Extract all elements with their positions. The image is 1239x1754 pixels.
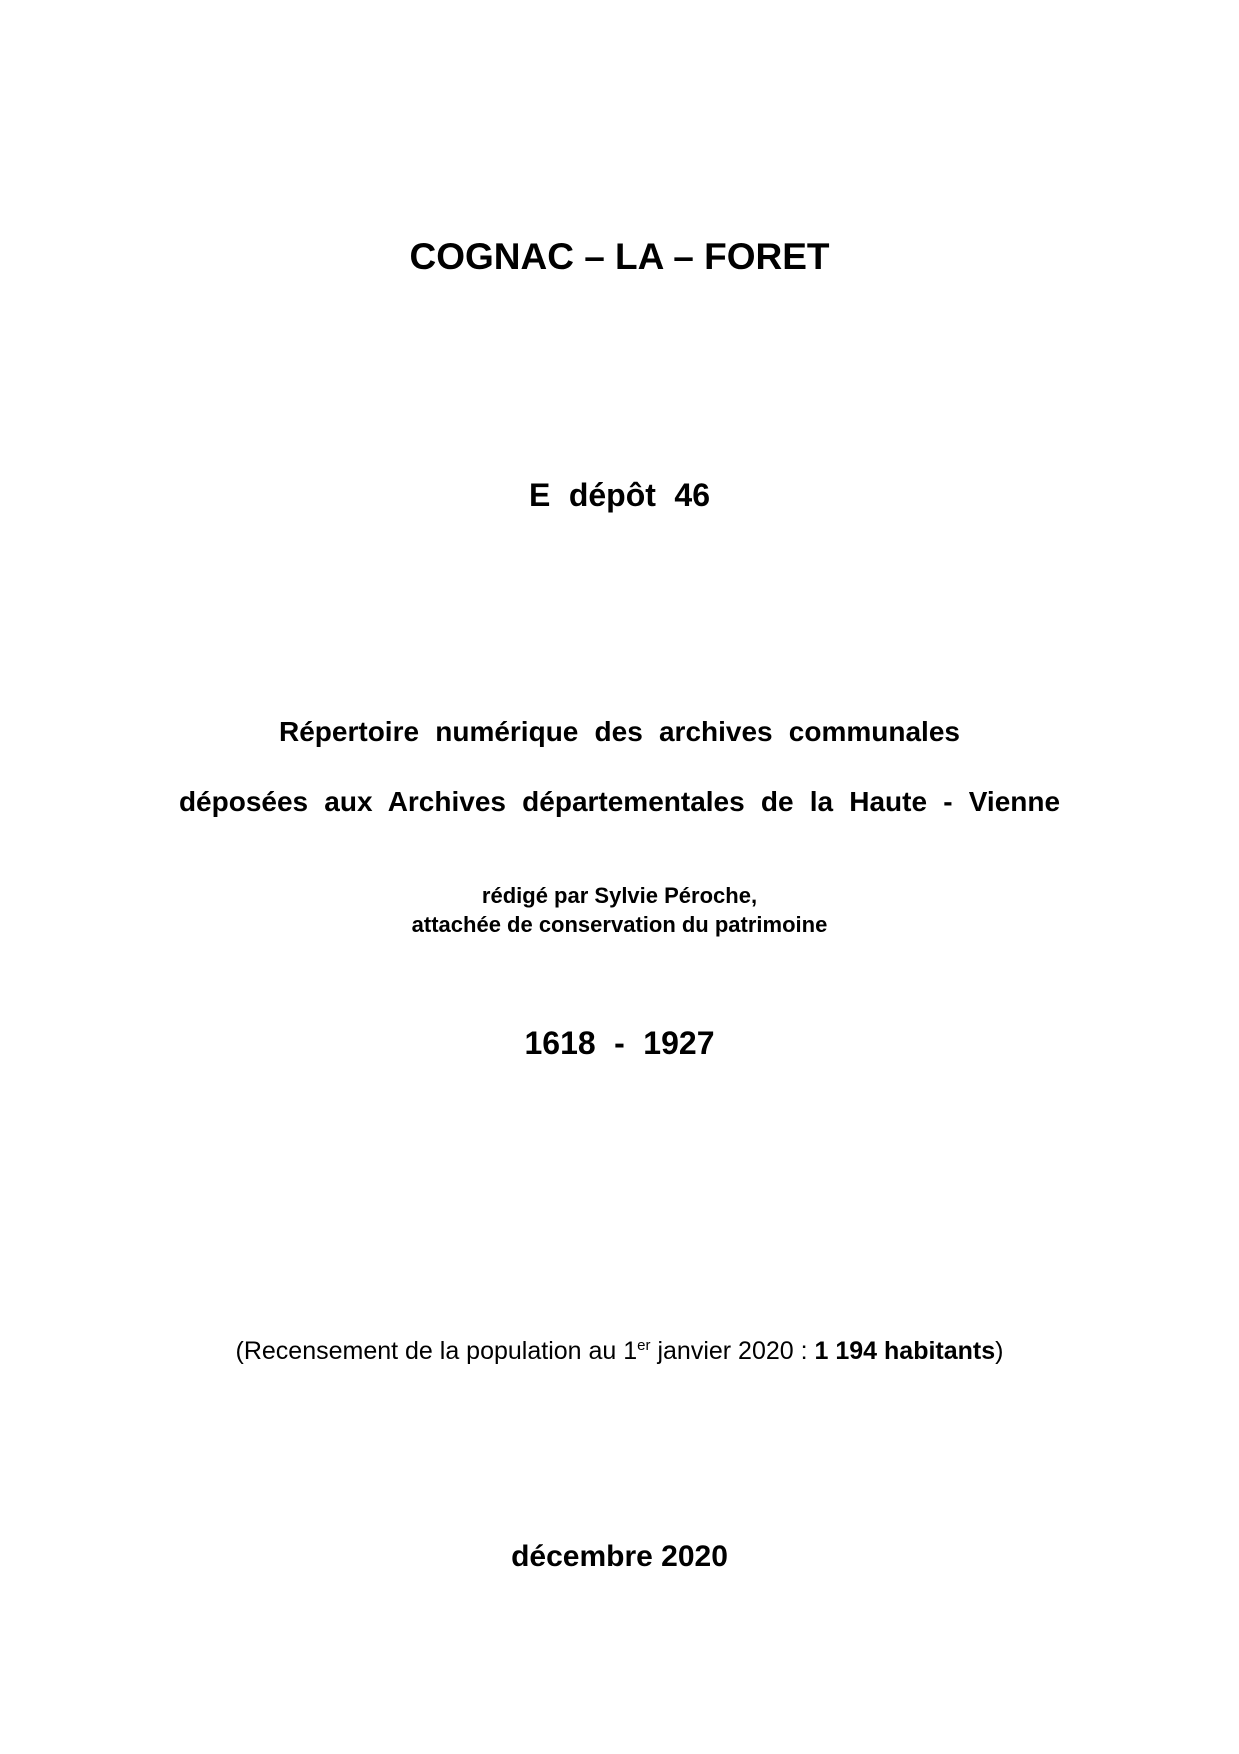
depot-reference: E dépôt 46	[528, 477, 710, 513]
repertoire-heading-line-2: déposées aux Archives départementales de la Haute - Vienne	[178, 786, 1061, 817]
census-note	[0, 1337, 1239, 1366]
census-prefix: Recensement de la population au 1	[243, 1337, 638, 1365]
repertoire-heading-line-1: Répertoire numérique des archives communales	[279, 716, 960, 747]
author-line-1: rédigé par Sylvie Péroche,	[481, 883, 758, 908]
census-ordinal-superscript: er	[637, 1337, 651, 1354]
date-range: 1618 - 1927	[524, 1025, 715, 1061]
census-close-paren: )	[995, 1337, 1004, 1365]
census-middle: janvier 2020 :	[650, 1337, 815, 1365]
author-line-2: attachée de conservation du patrimoine	[411, 912, 828, 937]
commune-title: COGNAC – LA – FORET	[409, 236, 830, 277]
census-open-paren: (	[235, 1337, 244, 1365]
publication-date: décembre 2020	[511, 1540, 728, 1573]
census-population: 1 194 habitants	[814, 1337, 996, 1365]
